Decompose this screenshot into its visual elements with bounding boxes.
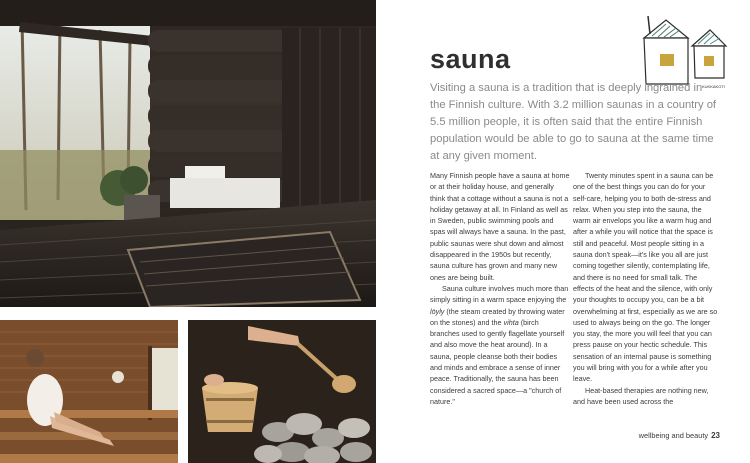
- woman-in-sauna-illustration: [0, 320, 178, 463]
- illustration-signature: KUKKAKOTI: [702, 84, 725, 89]
- sauna-bucket-illustration: [188, 320, 376, 463]
- woman-in-sauna-photo: [0, 320, 178, 463]
- section-name: wellbeing and beauty: [638, 431, 709, 440]
- body-text: (birch branches used to gently flagellate yourself and also move the heat around). In a sauna, people cleanse both their bodies and minds and embrace a sense of inner peace. Traditionally, the sauna has been considered a sacred space—a "church of nature.": [430, 317, 565, 406]
- sauna-porch-illustration: [0, 0, 376, 307]
- page-footer: [610, 431, 720, 440]
- intro-paragraph: Visiting a sauna is a tradition that is deeply ingrained in the Finnish culture. With 3.2 million saunas in a country of 5.5 million people, it is often said that the entire Finnish population would be able to go to sauna at the same time at any given moment.: [430, 82, 717, 162]
- body-column-2: [573, 170, 719, 407]
- sauna-porch-photo: [0, 0, 376, 307]
- body-paragraph: Twenty minutes spent in a sauna can be one of the best things you can do for your self-care, helping you to both de-stress and relax. When you step into the sauna, the warm air envelops you like a warm hug and after a while you will notice that the space is still and peaceful. Most people sitting in a sauna don't speak—it's like you all are just coming together silently, contemplating life, and there is no need for small talk. The effects of the heat and the silence, with only your thoughts to occupy you, can be a bit overwhelming at first, especially as we are so used to always being on the go. The longer you stay, the more you will feel that you can press pause on your hectic schedule. This sensation of an internal pause is something you will bring with you for a while after you leave.: [573, 171, 718, 384]
- body-text: (the steam created by throwing water on the stones) and the: [430, 306, 565, 327]
- body-column-1: [430, 170, 570, 407]
- italic-term: löyly: [430, 306, 445, 316]
- body-paragraph: Heat-based therapies are nothing new, and have been used across the: [573, 385, 709, 406]
- body-paragraph: Many Finnish people have a sauna at home or at their holiday house, and generally think that a cottage without a sauna is not a holiday getaway at all. In Finland as well as in Sweden, public swimming pools and spas will always have a sauna. In the past, public saunas were shut down and almost disappeared in the 1950s but recently, sauna culture has grown and many new ones are being built.: [430, 171, 570, 282]
- body-paragraph: [430, 283, 570, 407]
- page-number: 23: [711, 431, 720, 440]
- page-title: sauna: [430, 44, 511, 74]
- italic-term: vihta: [503, 317, 519, 327]
- sauna-bucket-photo: [188, 320, 376, 463]
- body-text: Sauna culture involves much more than simply sitting in a warm space enjoying the: [430, 283, 569, 305]
